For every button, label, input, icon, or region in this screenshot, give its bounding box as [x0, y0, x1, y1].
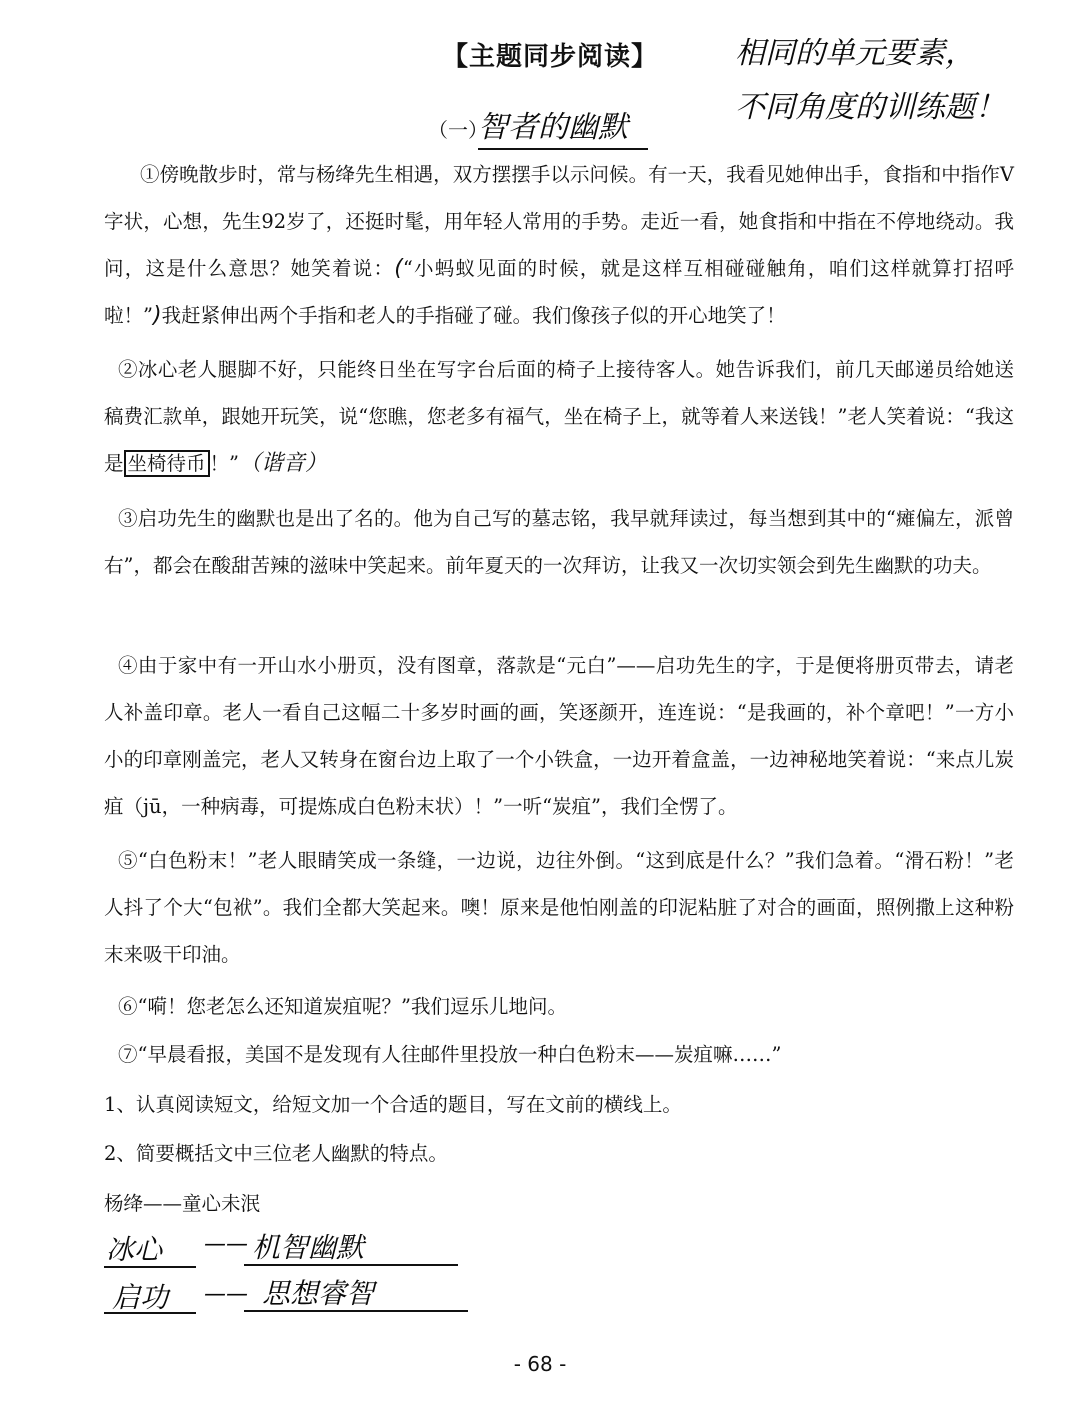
paragraph-3: ③启功先生的幽默也是出了名的。他为自己写的墓志铭，我早就拜读过，每当想到其中的“瘫偏左，派曾右”，都会在酸甜苦辣的滋味中笑起来。前年夏天的一次拜访，让我又一次切实领会到先生幽默的功夫。: [104, 507, 1014, 577]
boxed-phrase: 坐椅待币: [124, 450, 210, 477]
answer-2-dash: ——: [204, 1232, 248, 1257]
paragraph-1-text-c: 我赶紧伸出两个手指和老人的手指碰了碰。我们像孩子似的开心地笑了！: [161, 304, 786, 327]
answer-3-name-underline: [104, 1312, 196, 1314]
paragraph-2: [104, 346, 1014, 487]
question-2: 2、简要概括文中三位老人幽默的特点。: [104, 1142, 448, 1165]
paragraph-6: ⑥“嗬！您老怎么还知道炭疽呢？”我们逗乐儿地问。: [118, 995, 567, 1018]
answer-2-trait-underline: [244, 1264, 458, 1266]
paragraph-1: [104, 151, 1014, 339]
handwritten-note-line1: 相同的单元要素，: [735, 36, 975, 71]
paragraph-2-text-b: ！”: [209, 452, 240, 475]
handwritten-close-bracket: ): [152, 303, 162, 328]
answer-2-name: 冰心: [106, 1233, 163, 1266]
answer-2-name-underline: [104, 1266, 196, 1268]
page-number: - 68 -: [513, 1352, 567, 1376]
question-1: 1、认真阅读短文，给短文加一个合适的题目，写在文前的横线上。: [104, 1093, 682, 1116]
paragraph-1-text-a: ①傍晚散步时，常与杨绛先生相遇，双方摆摆手以示问候。有一天，我看见她伸出手，食指和中指作V字状，心想，先生92岁了，还挺时髦，用年轻人常用的手势。走近一看，她食指和中指在不停地绕动。我问，这是什么意思？她笑着说：: [104, 163, 1014, 280]
handwritten-note-line2: 不同角度的训练题！: [735, 90, 1005, 125]
handwritten-homophone-note: （谐音）: [239, 451, 328, 476]
page-title: 【主题同步阅读】: [442, 42, 659, 72]
paragraph-5: ⑤“白色粉末！”老人眼睛笑成一条缝，一边说，边往外倒。“这到底是什么？”我们急着。“滑石粉！”老人抖了个大“包袱”。我们全都大笑起来。噢！原来是他怕刚盖的印泥粘脏了对合的画面，照例撒上这种粉末来吸干印油。: [104, 849, 1014, 966]
section-label: （一）: [428, 118, 488, 142]
answer-3-name: 启功: [112, 1281, 169, 1314]
paragraph-4: ④由于家中有一开山水小册页，没有图章，落款是“元白”——启功先生的字，于是便将册页带去，请老人补盖印章。老人一看自己这幅二十多岁时画的画，笑逐颜开，连连说：“是我画的，补个章吧！”一方小小的印章刚盖完，老人又转身在窗台边上取了一个小铁盒，一边开着盒盖，一边神秘地笑着说：“来点儿炭疽（jū，一种病毒，可提炼成白色粉末状）！”一听“炭疽”，我们全愣了。: [104, 654, 1014, 818]
answer-3-dash: ——: [204, 1282, 248, 1307]
answer-1-printed: 杨绛——童心未泯: [104, 1192, 261, 1215]
handwritten-open-bracket: (: [394, 256, 403, 281]
handwritten-passage-title: 智者的幽默: [478, 102, 648, 150]
paragraph-2-text-a: ②冰心老人腿脚不好，只能终日坐在写字台后面的椅子上接待客人。她告诉我们，前几天邮递员给她送稿费汇款单，跟她开玩笑，说“您瞧，您老多有福气，坐在椅子上，就等着人来送钱！”老人笑着说：“我这是: [104, 358, 1014, 475]
answer-3-trait: 思想睿智: [262, 1277, 375, 1310]
answer-3-trait-underline: [244, 1310, 468, 1312]
paragraph-7: ⑦“早晨看报，美国不是发现有人往邮件里投放一种白色粉末——炭疽嘛……”: [118, 1043, 782, 1066]
paragraph-1-text-b: “小蚂蚁见面的时候，就是这样互相碰碰触角，咱们这样就算打招呼啦！”: [104, 257, 1014, 327]
answer-2-trait: 机智幽默: [252, 1231, 365, 1264]
